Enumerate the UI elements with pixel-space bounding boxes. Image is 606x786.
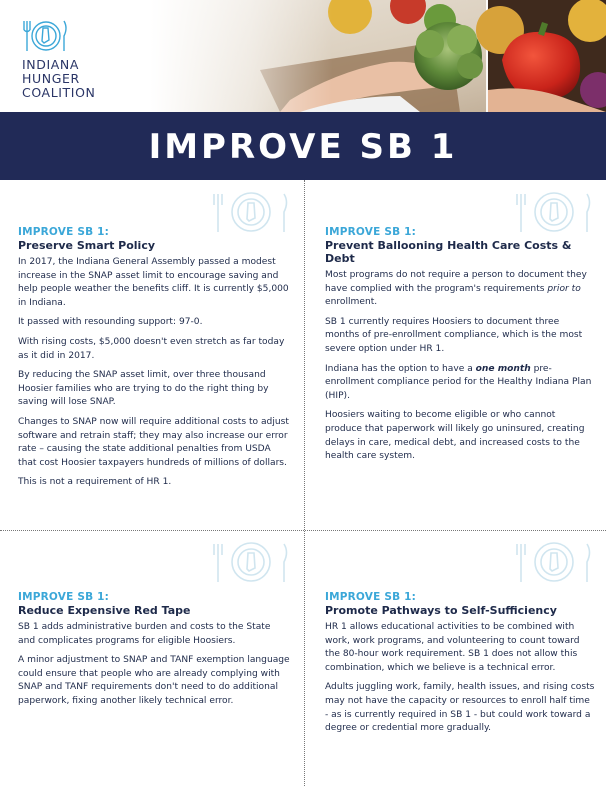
header [0, 0, 606, 112]
header-photo [150, 0, 606, 112]
strong-emphasis: one month [475, 363, 531, 374]
paragraph [325, 269, 595, 310]
panel-reduce-red-tape [18, 540, 290, 715]
horizontal-divider [0, 530, 606, 531]
fork-plate-knife-logo-icon [22, 18, 70, 54]
paragraph: Hoosiers waiting to become eligible or who cannot produce that paperwork will likely go uninsured, creating delays in care, medical debt, and increased costs to the health care system. [325, 410, 585, 462]
text-run: Most programs do not require a person to document they have complied with the program's requirements [325, 270, 587, 294]
paragraph: In 2017, the Indiana General Assembly passed a modest increase in the SNAP asset limit to encourage saving and help people weather the benefits cliff. It is currently $5,000 in Indiana. [18, 257, 289, 308]
title-band [0, 112, 606, 180]
panel-body [325, 269, 595, 464]
logo-wordmark [22, 58, 95, 100]
logo-line-2: HUNGER [22, 71, 80, 86]
panel-heading: Reduce Expensive Red Tape [18, 604, 191, 617]
panel-heading: Promote Pathways to Self-Sufficiency [325, 604, 557, 617]
emphasis: prior to [547, 283, 581, 294]
panel-kicker: IMPROVE SB 1: [325, 226, 417, 238]
panel-kicker: IMPROVE SB 1: [18, 226, 110, 238]
paragraph: With rising costs, $5,000 doesn't even stretch as far today as it did in 2017. [18, 336, 285, 361]
fork-plate-knife-watermark-icon [513, 190, 595, 234]
paragraph: This is not a requirement of HR 1. [18, 477, 172, 488]
vertical-divider [304, 180, 305, 786]
paragraph: By reducing the SNAP asset limit, over three thousand Hoosier families who are trying to do the right thing by saving will lose SNAP. [18, 370, 269, 408]
panel-body [325, 621, 595, 736]
text-run: pre-enrollment compliance period for the Healthy Indiana Plan (HIP). [325, 363, 592, 401]
paragraph: SB 1 currently requires Hoosiers to document three months of pre-enrollment compliance, which is the most severe option under HR 1. [325, 316, 583, 354]
panel-kicker: IMPROVE SB 1: [325, 591, 417, 603]
fork-plate-knife-watermark-icon [210, 540, 292, 584]
page-title: IMPROVE SB 1 [148, 127, 458, 167]
paragraph: SB 1 adds administrative burden and costs to the State and complicates programs for eligible Hoosiers. [18, 622, 271, 646]
panel-preserve-smart-policy [18, 190, 290, 496]
panel-heading: Prevent Ballooning Health Care Costs & Debt [325, 239, 572, 265]
panel-heading: Preserve Smart Policy [18, 239, 156, 252]
paragraph: HR 1 allows educational activities to be combined with work, work programs, and volunteering to count toward the 80-hour work requirement. SB 1 does not allow this combination, which we believe is a technical error. [325, 622, 580, 673]
logo-line-1: INDIANA [22, 57, 80, 72]
logo-line-3: COALITION [22, 85, 96, 100]
panel-body [18, 621, 290, 709]
panel-prevent-health-care-costs [325, 190, 595, 470]
panel-kicker: IMPROVE SB 1: [18, 591, 110, 603]
paragraph: Adults juggling work, family, health issues, and rising costs may not have the capacity or resources to enroll half time - as is currently required in SB 1 - but could work toward a degree or credential more gradually. [325, 682, 595, 734]
panel-pathways-self-sufficiency [325, 540, 595, 742]
text-run: Indiana has the option to have a [325, 363, 476, 374]
paragraph: It passed with resounding support: 97-0. [18, 317, 203, 328]
fork-plate-knife-watermark-icon [513, 540, 595, 584]
fork-plate-knife-watermark-icon [210, 190, 292, 234]
text-run: enrollment. [325, 297, 378, 308]
paragraph [325, 363, 595, 404]
logo [20, 14, 140, 100]
paragraph: A minor adjustment to SNAP and TANF exemption language could ensure that people who are already complying with SNAP and TANF requirements don't need to do additional paperwork, fixing another likely technical error. [18, 655, 290, 706]
panel-body [18, 256, 290, 490]
paragraph: Changes to SNAP now will require additional costs to adjust software and retrain staff; they may also increase our error rate – causing the state additional penalties from USDA that cost Hoosier taxpayers hundreds of millions of dollars. [18, 416, 289, 468]
